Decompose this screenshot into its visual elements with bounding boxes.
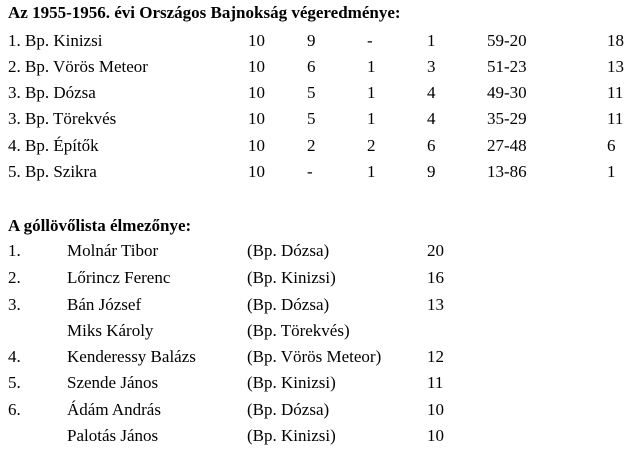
scorer-rank: 1. xyxy=(8,241,21,260)
goal-difference: 13-86 xyxy=(487,162,527,181)
matches-drawn: 1 xyxy=(367,57,376,76)
scorer-club: (Bp. Dózsa) xyxy=(247,241,330,260)
goal-difference: 27-48 xyxy=(487,136,527,155)
points: 6 xyxy=(607,136,616,155)
scorer-name: Ádám András xyxy=(67,400,161,419)
scorer-club: (Bp. Kinizsi) xyxy=(247,373,336,392)
points: 11 xyxy=(607,109,624,128)
scorer-goals: 10 xyxy=(427,426,444,445)
scorer-row xyxy=(0,321,634,347)
goal-difference: 59-20 xyxy=(487,31,527,50)
points: 11 xyxy=(607,83,624,102)
standings-row xyxy=(0,162,634,188)
matches-won: 5 xyxy=(307,83,316,102)
scorer-club: (Bp. Dózsa) xyxy=(247,400,330,419)
scorer-goals: 12 xyxy=(427,347,444,366)
scorer-row xyxy=(0,400,634,426)
matches-drawn: - xyxy=(367,31,373,50)
matches-drawn: 1 xyxy=(367,162,376,181)
matches-won: 2 xyxy=(307,136,316,155)
points: 13 xyxy=(607,57,624,76)
points: 1 xyxy=(607,162,616,181)
scorer-name: Miks Károly xyxy=(67,321,154,340)
matches-won: 5 xyxy=(307,109,316,128)
matches-lost: 3 xyxy=(427,57,436,76)
matches-played: 10 xyxy=(248,162,265,181)
team-name: 3. Bp. Törekvés xyxy=(8,109,117,128)
scorer-club: (Bp. Vörös Meteor) xyxy=(247,347,382,366)
scorer-goals: 20 xyxy=(427,241,444,260)
scorer-name: Lőrincz Ferenc xyxy=(67,268,171,287)
scorer-rank: 4. xyxy=(8,347,21,366)
scorer-rank: 5. xyxy=(8,373,21,392)
scorer-goals: 16 xyxy=(427,268,444,287)
scorer-name: Szende János xyxy=(67,373,159,392)
scorer-rank: 3. xyxy=(8,295,21,314)
matches-played: 10 xyxy=(248,109,265,128)
matches-lost: 6 xyxy=(427,136,436,155)
matches-won: 6 xyxy=(307,57,316,76)
scorer-name: Kenderessy Balázs xyxy=(67,347,196,366)
standings-row xyxy=(0,136,634,162)
matches-played: 10 xyxy=(248,57,265,76)
scorer-row xyxy=(0,241,634,267)
scorer-row xyxy=(0,295,634,321)
team-name: 4. Bp. Építők xyxy=(8,136,99,155)
matches-drawn: 1 xyxy=(367,83,376,102)
scorer-club: (Bp. Kinizsi) xyxy=(247,426,336,445)
scorer-goals: 10 xyxy=(427,400,444,419)
matches-drawn: 1 xyxy=(367,109,376,128)
matches-played: 10 xyxy=(248,136,265,155)
scorer-club: (Bp. Kinizsi) xyxy=(247,268,336,287)
goal-difference: 49-30 xyxy=(487,83,527,102)
scorer-name: Palotás János xyxy=(67,426,159,445)
team-name: 5. Bp. Szikra xyxy=(8,162,97,181)
matches-drawn: 2 xyxy=(367,136,376,155)
scorer-row xyxy=(0,347,634,373)
scorer-goals: 13 xyxy=(427,295,444,314)
matches-won: - xyxy=(307,162,313,181)
scorer-goals: 11 xyxy=(427,373,444,392)
scorer-row xyxy=(0,268,634,294)
scorer-row xyxy=(0,373,634,399)
standings-row xyxy=(0,109,634,135)
scorer-club: (Bp. Törekvés) xyxy=(247,321,350,340)
matches-lost: 9 xyxy=(427,162,436,181)
scorer-club: (Bp. Dózsa) xyxy=(247,295,330,314)
matches-lost: 4 xyxy=(427,109,436,128)
scorer-rank: 6. xyxy=(8,400,21,419)
matches-lost: 4 xyxy=(427,83,436,102)
goal-difference: 35-29 xyxy=(487,109,527,128)
scorer-row xyxy=(0,426,634,452)
scorer-name: Molnár Tibor xyxy=(67,241,159,260)
standings-row xyxy=(0,31,634,57)
matches-lost: 1 xyxy=(427,31,436,50)
scorers-title: A góllövőlista élmezőnye: xyxy=(8,216,192,235)
team-name: 1. Bp. Kinizsi xyxy=(8,31,103,50)
matches-won: 9 xyxy=(307,31,316,50)
scorer-name: Bán József xyxy=(67,295,142,314)
matches-played: 10 xyxy=(248,31,265,50)
team-name: 2. Bp. Vörös Meteor xyxy=(8,57,148,76)
standings-title: Az 1955-1956. évi Országos Bajnokság végeredménye: xyxy=(8,3,401,22)
goal-difference: 51-23 xyxy=(487,57,527,76)
standings-row xyxy=(0,83,634,109)
matches-played: 10 xyxy=(248,83,265,102)
team-name: 3. Bp. Dózsa xyxy=(8,83,96,102)
scorer-rank: 2. xyxy=(8,268,21,287)
points: 18 xyxy=(607,31,624,50)
standings-row xyxy=(0,57,634,83)
